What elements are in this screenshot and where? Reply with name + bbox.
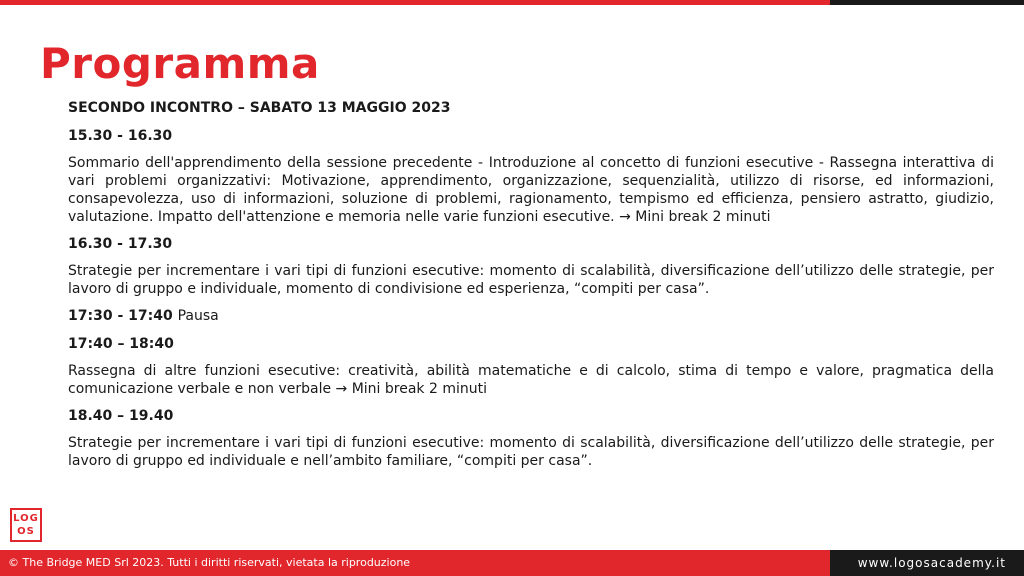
- description-1: Sommario dell'apprendimento della sessione precedente - Introduzione al concetto di funzioni esecutive - Rassegna interattiva di vari problemi organizzativi: Motivazione, apprendimento, organizzazione, sequenzialità, utilizzo di risorse, ed informazioni, consapevolezza, uso di informazioni, soluzione di problemi, ragionamento, tempismo ed efficienza, pensiero astratto, giudizio, valutazione. Impatto dell'attenzione e memoria nelle varie funzioni esecutive. → Mini break 2 minuti: [68, 155, 994, 225]
- description-5: Strategie per incrementare i vari tipi di funzioni esecutive: momento di scalabilità, diversificazione dell’utilizzo delle strategie, per lavoro di gruppo ed individuale e nell’ambito familiare, “compiti per casa”.: [68, 435, 994, 469]
- time-slot-5: 18.40 – 19.40: [68, 408, 174, 424]
- logo-line-2: OS: [17, 526, 35, 537]
- website-link[interactable]: www.logosacademy.it: [857, 556, 1006, 570]
- time-slot-2: 16.30 - 17.30: [68, 236, 173, 252]
- top-dark-bar: [830, 0, 1024, 5]
- copyright-text: © The Bridge MED Srl 2023. Tutti i diritti riservati, vietata la riproduzione: [8, 556, 411, 569]
- logo-line-1: LOG: [13, 513, 39, 524]
- time-slot-3: 17:30 - 17:40: [68, 308, 173, 324]
- time-slot-4: 17:40 – 18:40: [68, 336, 174, 352]
- program-content: [68, 98, 994, 478]
- session-heading: SECONDO INCONTRO – SABATO 13 MAGGIO 2023: [68, 100, 451, 116]
- time-slot-3-row: [68, 306, 994, 326]
- break-label: Pausa: [177, 308, 219, 324]
- description-4: Rassegna di altre funzioni esecutive: creatività, abilità matematiche e di calcolo, stima di tempo e valore, pragmatica della comunicazione verbale e non verbale → Mini break 2 minuti: [68, 363, 994, 397]
- slide-title: Programma: [40, 39, 320, 88]
- description-2: Strategie per incrementare i vari tipi di funzioni esecutive: momento di scalabilità, diversificazione dell’utilizzo delle strategie, per lavoro di gruppo e individuale, momento di condivisione ed esperienza, “compiti per casa”.: [68, 263, 994, 297]
- top-accent-bar: [0, 0, 830, 5]
- logos-logo: [10, 508, 42, 542]
- time-slot-1: 15.30 - 16.30: [68, 128, 173, 144]
